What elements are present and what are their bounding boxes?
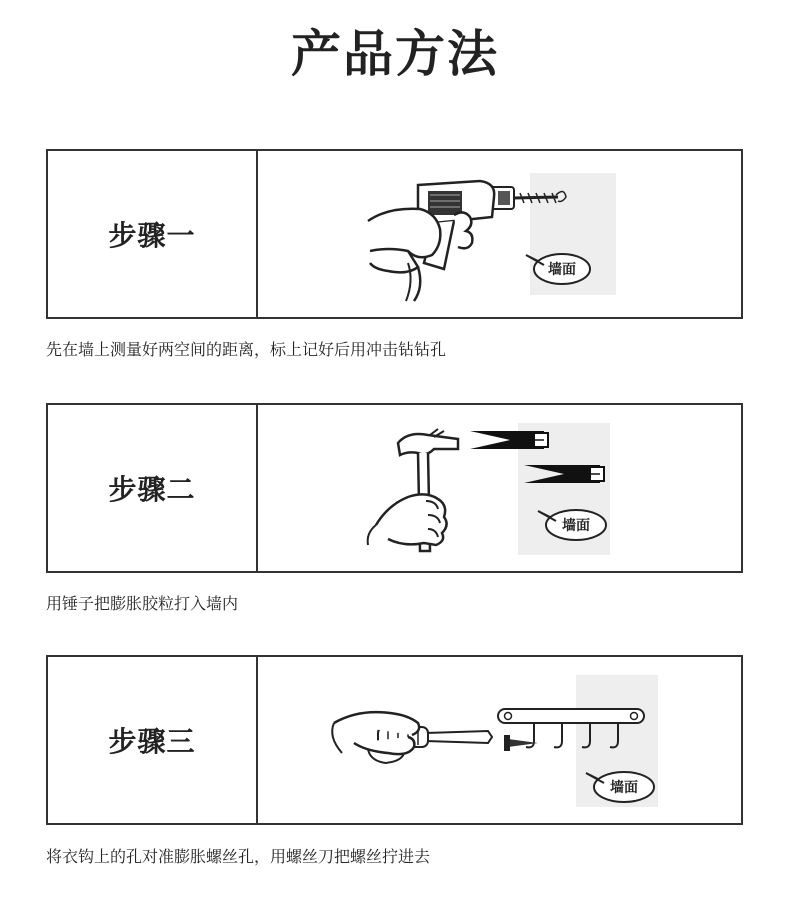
step-3-illustration bbox=[258, 657, 741, 823]
wall-label: 墙面 bbox=[548, 262, 576, 278]
step-3-label: 步骤三 bbox=[108, 725, 196, 758]
page-title: 产品方法 bbox=[291, 25, 499, 83]
step-1-illustration bbox=[258, 151, 741, 317]
drill-icon bbox=[258, 151, 743, 317]
step-3-caption: 将衣钩上的孔对准膨胀螺丝孔，用螺丝刀把螺丝拧进去 bbox=[46, 847, 431, 866]
wall-label: 墙面 bbox=[610, 780, 638, 796]
step-2-label: 步骤二 bbox=[108, 473, 196, 506]
step-3-label-cell bbox=[48, 657, 258, 823]
step-2-label-cell bbox=[48, 405, 258, 571]
wall-label: 墙面 bbox=[562, 518, 590, 534]
step-1-label: 步骤一 bbox=[108, 219, 196, 252]
screwdriver-icon bbox=[258, 657, 743, 823]
step-2-caption: 用锤子把膨胀胶粒打入墙内 bbox=[46, 594, 239, 613]
hook-rail-icon bbox=[498, 709, 644, 723]
hammer-icon bbox=[258, 405, 743, 571]
step-2-box bbox=[46, 403, 743, 573]
step-1-caption: 先在墙上测量好两空间的距离，标上记好后用冲击钻钻孔 bbox=[46, 340, 447, 359]
step-1-box bbox=[46, 149, 743, 319]
step-3-box bbox=[46, 655, 743, 825]
step-2-illustration bbox=[258, 405, 741, 571]
step-1-label-cell bbox=[48, 151, 258, 317]
